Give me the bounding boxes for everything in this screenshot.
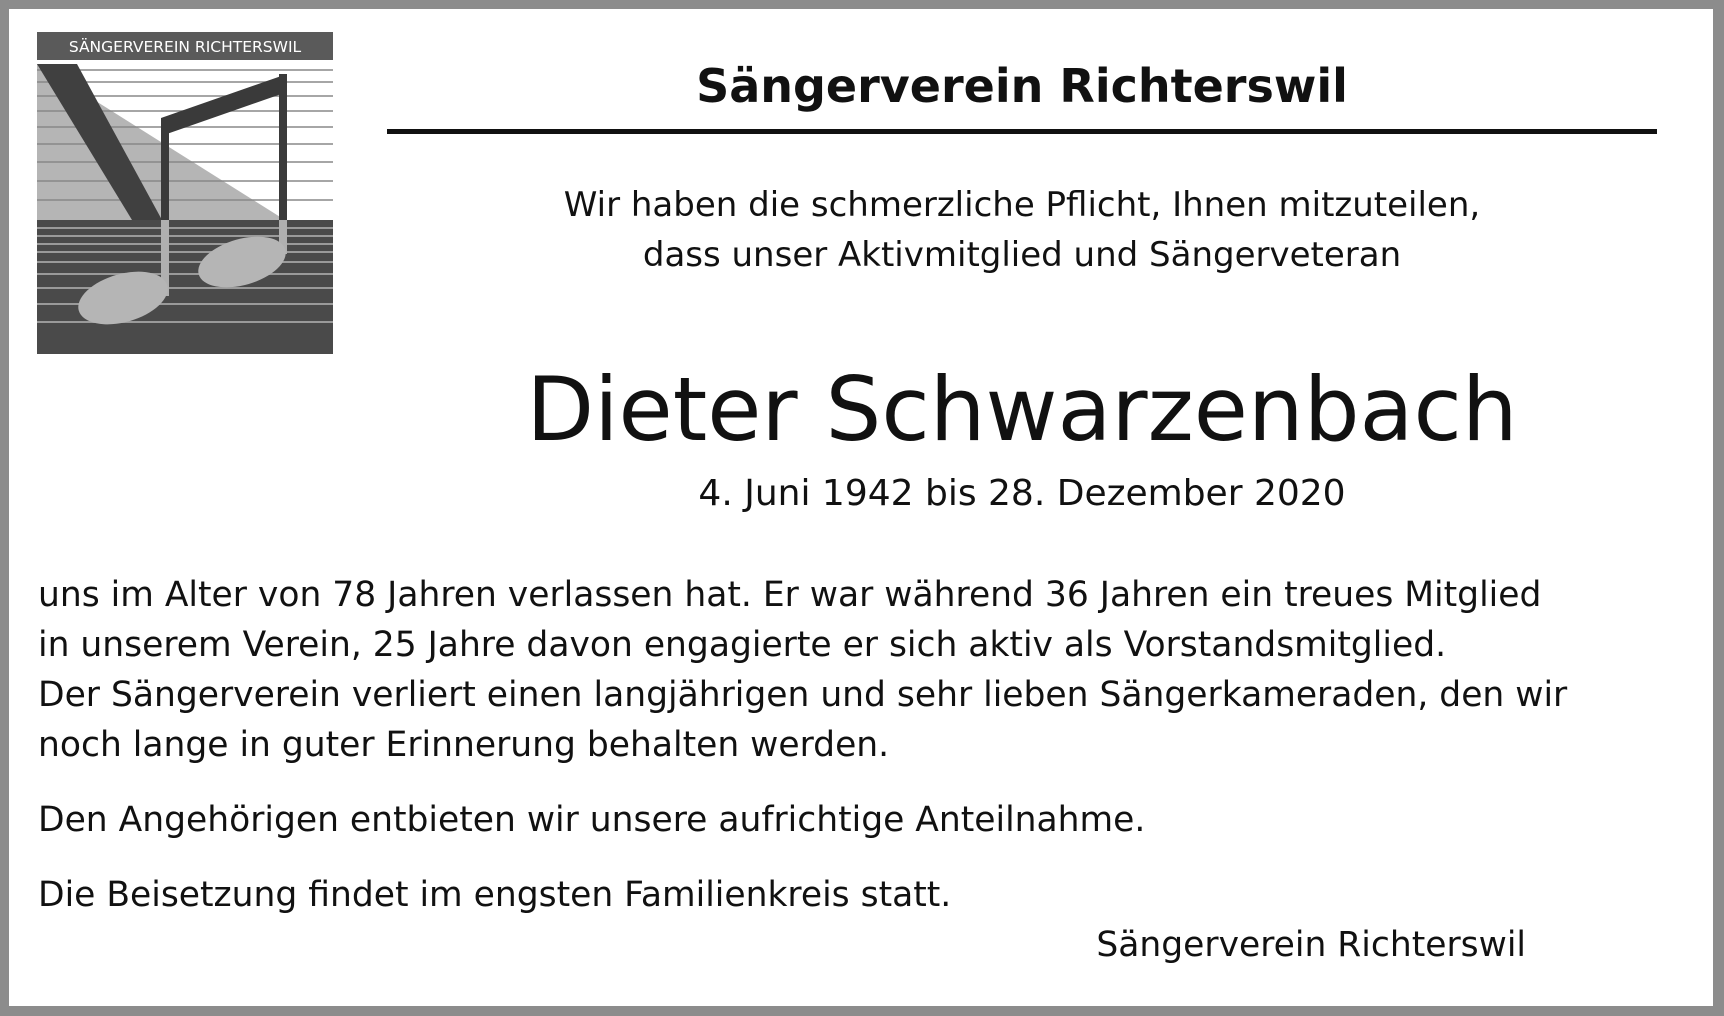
svg-text:SÄNGERVEREIN RICHTERSWIL: SÄNGERVEREIN RICHTERSWIL xyxy=(68,38,302,56)
deceased-name: Dieter Schwarzenbach xyxy=(526,358,1518,461)
body-line: in unserem Verein, 25 Jahre davon engagierte er sich aktiv als Vorstandsmitglied. xyxy=(38,625,1447,665)
title-divider xyxy=(387,129,1657,134)
logo xyxy=(37,32,333,354)
life-dates: 4. Juni 1942 bis 28. Dezember 2020 xyxy=(698,473,1346,514)
body-line: noch lange in guter Erinnerung behalten werden. xyxy=(38,725,890,765)
body-paragraph xyxy=(38,570,1678,770)
intro-line-1: Wir haben die schmerzliche Pflicht, Ihnen mitzuteilen, xyxy=(563,185,1481,225)
funeral-text: Die Beisetzung findet im engsten Familienkreis statt. xyxy=(38,875,952,915)
body-line: Der Sängerverein verliert einen langjährigen und sehr lieben Sängerkameraden, den wir xyxy=(38,675,1568,715)
page-title: Sängerverein Richterswil xyxy=(696,59,1348,113)
body-line: uns im Alter von 78 Jahren verlassen hat. Er war während 36 Jahren ein treues Mitglied xyxy=(38,575,1542,615)
signature: Sängerverein Richterswil xyxy=(1096,925,1526,965)
condolence-text: Den Angehörigen entbieten wir unsere aufrichtige Anteilnahme. xyxy=(38,800,1146,840)
music-notes-icon xyxy=(37,32,333,354)
intro-line-2: dass unser Aktivmitglied und Sängerveteran xyxy=(642,235,1402,275)
intro-text xyxy=(387,180,1657,280)
